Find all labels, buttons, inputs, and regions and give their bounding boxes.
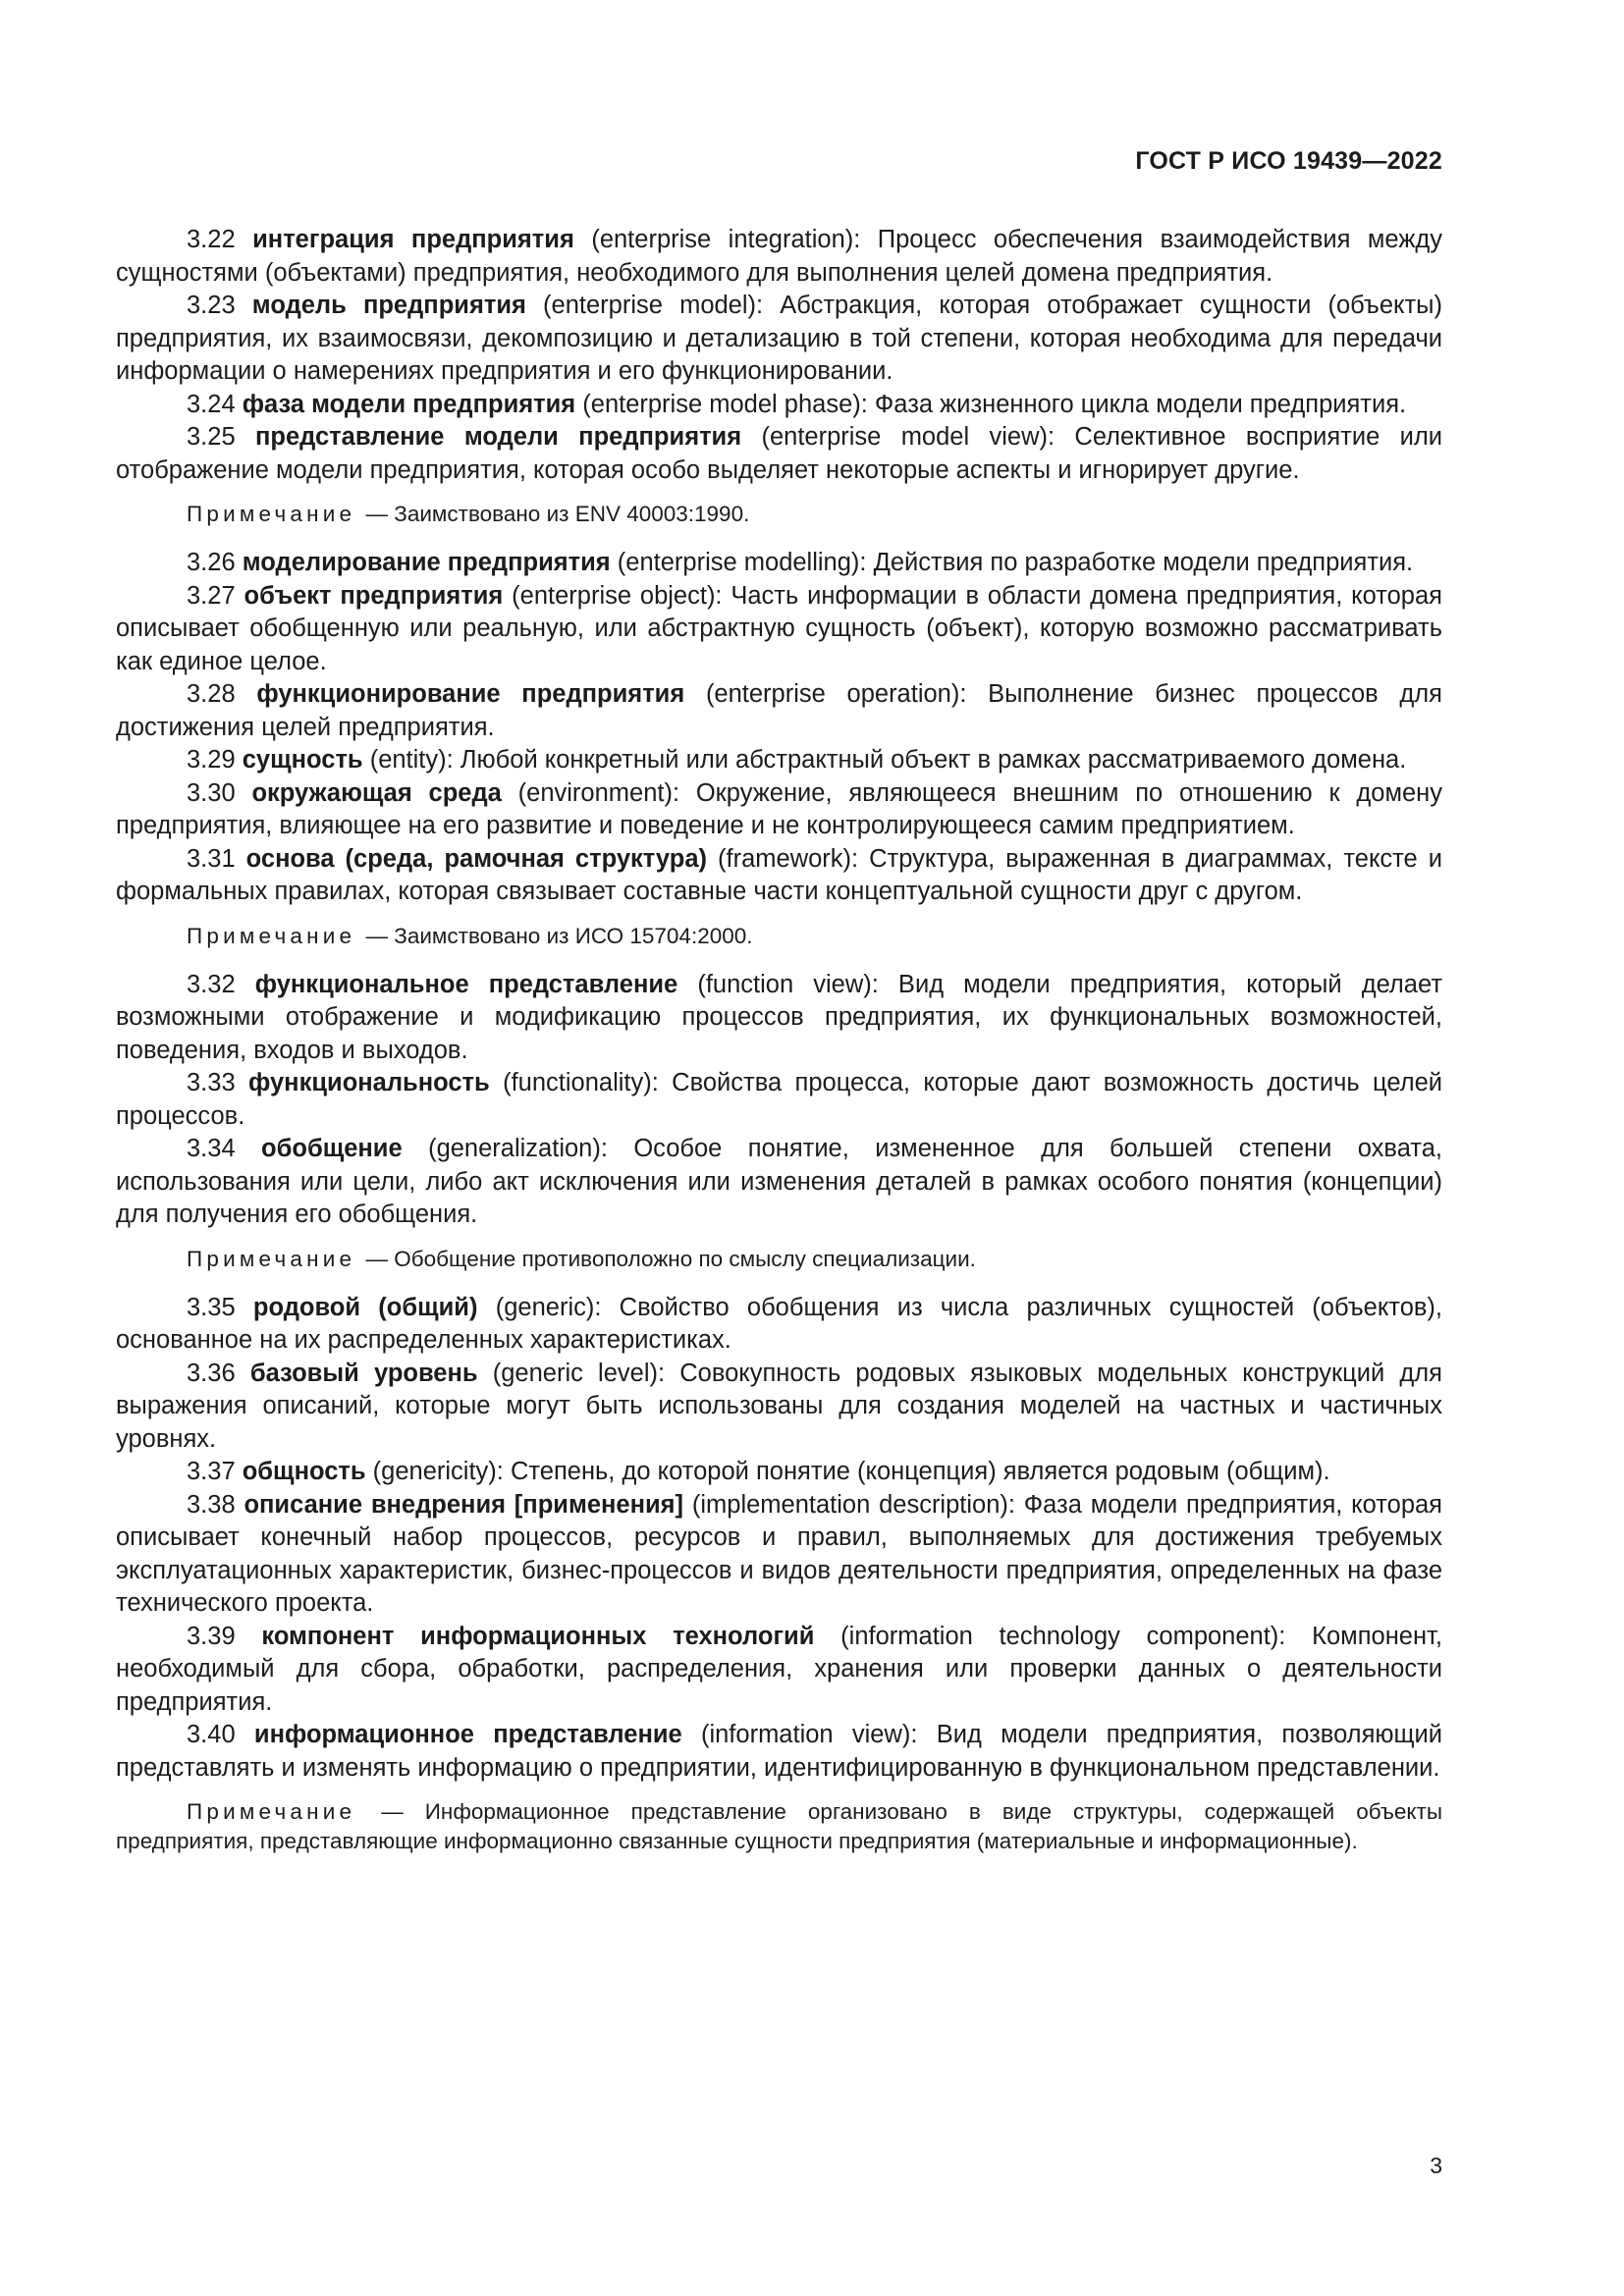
term-name: объект предприятия xyxy=(244,581,504,610)
term-name: функциональность xyxy=(248,1069,490,1096)
term-entry xyxy=(116,1358,1442,1457)
term-name: моделирование предприятия xyxy=(242,549,611,576)
term-number: 3.38 xyxy=(187,1490,236,1519)
note-label: Примечание xyxy=(187,923,356,948)
term-name: компонент информационных технологий xyxy=(261,1622,815,1650)
term-entry xyxy=(116,744,1442,777)
term-definition: (framework): Структура, выраженная в диаграммах, тексте и формальных правилах, которая связывает составные части концептуальной сущности друг с другом. xyxy=(116,844,1442,905)
term-definition: (generic level): Совокупность родовых языковых модельных конструкций для выражения описаний, которые могут быть использованы для создания моделей на частных и частичных уровнях. xyxy=(116,1359,1442,1453)
term-name: функциональное представление xyxy=(254,970,678,998)
term-name: описание внедрения [применения] xyxy=(244,1490,684,1519)
term-definition: (generalization): Особое понятие, измененное для большей степени охвата, использования или цели, либо акт исключения или изменения деталей в рамках особого понятия (концепции) для получения его обобщения. xyxy=(116,1135,1442,1228)
term-name: обобщение xyxy=(261,1135,403,1162)
term-definition: (function view): Вид модели предприятия, который делает возможными отображение и модификацию процессов предприятия, их функциональных возможностей, поведения, входов и выходов. xyxy=(116,970,1442,1064)
term-entry xyxy=(116,290,1442,389)
note xyxy=(116,500,1442,529)
term-definition: (enterprise object): Часть информации в области домена предприятия, которая описывает обобщенную или реальную, или абстрактную сущность (объект), которую возможно рассматривать как единое целое. xyxy=(116,581,1442,675)
term-definition: (implementation description): Фаза модели предприятия, которая описывает конечный набор процессов, ресурсов и правил, выполняемых для достижения требуемых эксплуатационных характеристик, бизнес-процессов и видов деятельности предприятия, определенных на фазе технического проекта. xyxy=(116,1490,1442,1617)
term-number: 3.35 xyxy=(187,1293,236,1321)
term-number: 3.25 xyxy=(187,423,236,451)
term-definition: (entity): Любой конкретный или абстрактный объект в рамках рассматриваемого домена. xyxy=(369,746,1407,774)
term-entry xyxy=(116,1719,1442,1785)
term-number: 3.36 xyxy=(187,1359,236,1387)
term-entry xyxy=(116,580,1442,679)
term-entry xyxy=(116,421,1442,487)
term-name: базовый уровень xyxy=(249,1359,478,1387)
term-number: 3.24 xyxy=(187,390,236,418)
terms-list xyxy=(116,224,1442,1874)
term-definition: (enterprise operation): Выполнение бизнес процессов для достижения целей предприятия. xyxy=(116,680,1442,741)
term-number: 3.39 xyxy=(187,1622,236,1650)
note-label: Примечание xyxy=(187,1799,356,1824)
note xyxy=(116,922,1442,951)
term-name: функционирование предприятия xyxy=(256,680,685,708)
term-definition: (information view): Вид модели предприятия, позволяющий представлять и изменять информацию о предприятии, идентифицированную в функциональном представлении. xyxy=(116,1721,1442,1782)
term-definition: (enterprise model view): Селективное восприятие или отображение модели предприятия, которая особо выделяет некоторые аспекты и игнорирует другие. xyxy=(116,423,1442,484)
note-label: Примечание xyxy=(187,502,356,526)
note-text: — Информационное представление организовано в виде структуры, содержащей объекты предприятия, представляющие информационно связанные сущности предприятия (материальные и информационные). xyxy=(116,1799,1442,1853)
term-definition: (enterprise model): Абстракция, которая отображает сущности (объекты) предприятия, их взаимосвязи, декомпозицию и детализацию в той степени, которая необходима для передачи информации о намерениях предприятия и его функционировании. xyxy=(116,292,1442,385)
term-number: 3.40 xyxy=(187,1721,236,1748)
term-name: информационное представление xyxy=(253,1721,682,1748)
term-entry xyxy=(116,1292,1442,1358)
term-name: сущность xyxy=(242,746,363,774)
term-number: 3.27 xyxy=(187,581,236,610)
term-number: 3.29 xyxy=(187,746,236,774)
term-number: 3.32 xyxy=(187,970,236,998)
term-number: 3.33 xyxy=(187,1069,236,1096)
term-number: 3.34 xyxy=(187,1135,236,1162)
term-name: интеграция предприятия xyxy=(252,226,574,253)
term-number: 3.28 xyxy=(187,680,236,708)
note-text: — Заимствовано из ENV 40003:1990. xyxy=(365,502,750,526)
note-text: — Заимствовано из ИСО 15704:2000. xyxy=(365,923,753,948)
term-entry xyxy=(116,1621,1442,1720)
term-number: 3.22 xyxy=(187,226,236,253)
term-number: 3.37 xyxy=(187,1458,236,1485)
term-entry xyxy=(116,843,1442,909)
term-entry xyxy=(116,678,1442,744)
term-entry xyxy=(116,224,1442,290)
term-name: основа (среда, рамочная структура) xyxy=(245,844,708,873)
term-definition: (enterprise modelling): Действия по разработке модели предприятия. xyxy=(617,549,1414,576)
term-name: родовой (общий) xyxy=(252,1293,478,1321)
note xyxy=(116,1797,1442,1856)
term-name: модель предприятия xyxy=(251,292,526,319)
term-definition: (environment): Окружение, являющееся внешним по отношению к домену предприятия, влияющее на его развитие и поведение и не контролирующееся самим предприятием. xyxy=(116,778,1443,839)
term-name: общность xyxy=(242,1458,366,1485)
document-header-id: ГОСТ Р ИСО 19439—2022 xyxy=(1135,147,1442,175)
note xyxy=(116,1245,1442,1274)
term-entry xyxy=(116,1133,1442,1232)
term-entry xyxy=(116,1456,1442,1489)
term-definition: (functionality): Свойства процесса, которые дают возможность достичь целей процессов. xyxy=(116,1069,1442,1130)
term-number: 3.26 xyxy=(187,549,236,576)
term-name: представление модели предприятия xyxy=(254,423,742,451)
note-text: — Обобщение противоположно по смыслу специализации. xyxy=(365,1246,976,1271)
term-definition: (information technology component): Компонент, необходимый для сбора, обработки, распределения, хранения или проверки данных о деятельности предприятия. xyxy=(116,1622,1442,1716)
term-entry xyxy=(116,969,1442,1068)
term-name: фаза модели предприятия xyxy=(242,390,576,418)
term-name: окружающая среда xyxy=(251,778,502,807)
term-entry xyxy=(116,1067,1442,1133)
term-definition: (genericity): Степень, до которой понятие (концепция) является родовым (общим). xyxy=(372,1458,1330,1485)
term-definition: (generic): Свойство обобщения из числа различных сущностей (объектов), основанное на их распределенных характеристиках. xyxy=(116,1293,1443,1354)
term-entry xyxy=(116,777,1442,843)
term-number: 3.30 xyxy=(187,778,236,807)
term-definition: (enterprise model phase): Фаза жизненного цикла модели предприятия. xyxy=(582,390,1407,418)
term-number: 3.31 xyxy=(187,844,236,873)
term-definition: (enterprise integration): Процесс обеспечения взаимодействия между сущностями (объектами) предприятия, необходимого для выполнения целей домена предприятия. xyxy=(116,226,1443,287)
page-number: 3 xyxy=(1430,2153,1442,2178)
term-entry xyxy=(116,547,1442,580)
term-number: 3.23 xyxy=(187,292,236,319)
term-entry xyxy=(116,1489,1442,1621)
term-entry xyxy=(116,389,1442,422)
note-label: Примечание xyxy=(187,1246,356,1271)
